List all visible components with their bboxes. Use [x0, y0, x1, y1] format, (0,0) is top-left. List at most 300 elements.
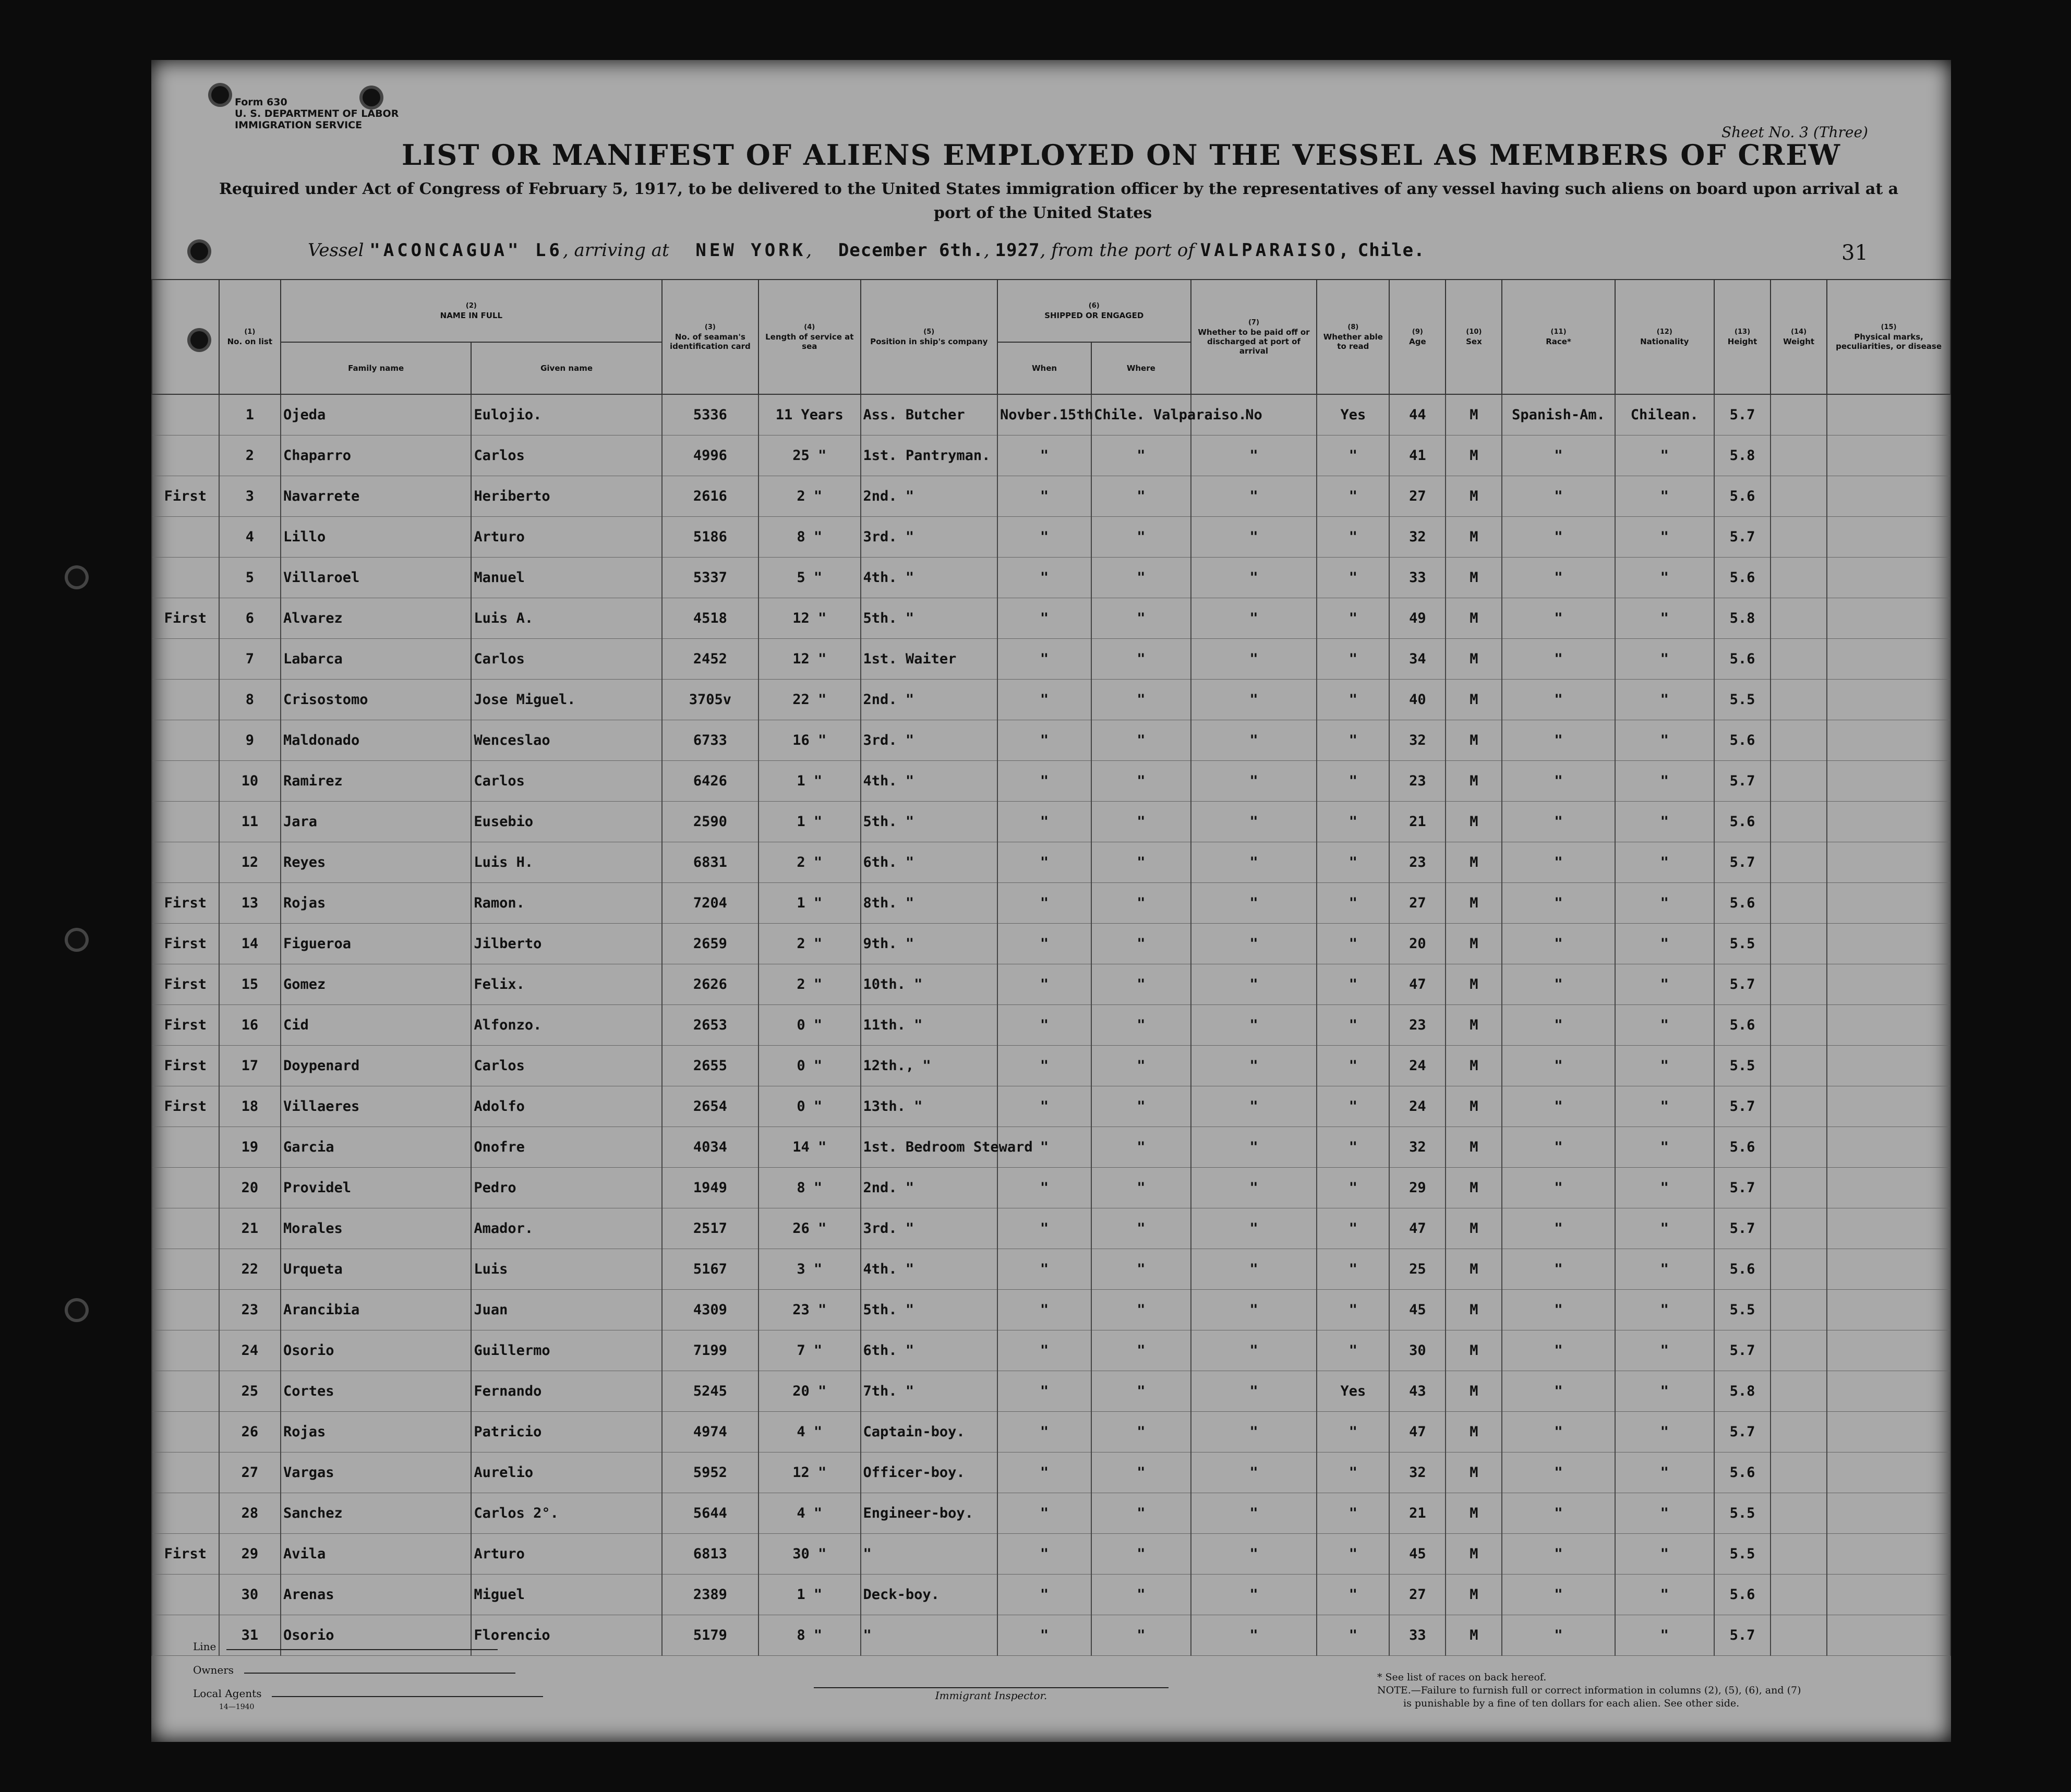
cell-sex: M [1446, 517, 1502, 558]
cell-sex: M [1446, 924, 1502, 964]
cell-height: 5.7 [1714, 1615, 1771, 1656]
cell-weight [1771, 1127, 1827, 1168]
cell-mark [152, 394, 219, 435]
cell-service: 8 " [758, 517, 861, 558]
cell-where: " [1091, 1330, 1190, 1371]
cell-read: " [1317, 1452, 1389, 1493]
cell-weight [1771, 1534, 1827, 1575]
cell-position: 10th. " [861, 964, 997, 1005]
cell-paid: " [1191, 598, 1317, 639]
cell-when: " [997, 1249, 1091, 1290]
cell-height: 5.6 [1714, 1249, 1771, 1290]
cell-height: 5.7 [1714, 964, 1771, 1005]
cell-nat: " [1615, 1168, 1714, 1208]
cell-paid: No [1191, 394, 1317, 435]
cell-family: Rojas [281, 1412, 471, 1452]
cell-read: " [1317, 1534, 1389, 1575]
cell-race: " [1502, 1168, 1615, 1208]
cell-age: 27 [1389, 1575, 1446, 1615]
cell-height: 5.6 [1714, 802, 1771, 842]
cell-paid: " [1191, 1412, 1317, 1452]
cell-age: 23 [1389, 842, 1446, 883]
cell-when: " [997, 476, 1091, 517]
cell-sex: M [1446, 720, 1502, 761]
cell-when: " [997, 1615, 1091, 1656]
cell-nat: " [1615, 883, 1714, 924]
cell-weight [1771, 842, 1827, 883]
cell-height: 5.5 [1714, 1046, 1771, 1086]
cell-read: " [1317, 883, 1389, 924]
cell-read: " [1317, 558, 1389, 598]
cell-no: 22 [219, 1249, 281, 1290]
cell-weight [1771, 1452, 1827, 1493]
cell-marks [1827, 1127, 1950, 1168]
cell-position: 8th. " [861, 883, 997, 924]
cell-when: " [997, 924, 1091, 964]
cell-no: 29 [219, 1534, 281, 1575]
cell-nat: " [1615, 1534, 1714, 1575]
cell-mark [152, 1290, 219, 1330]
cell-sex: M [1446, 476, 1502, 517]
cell-height: 5.5 [1714, 1534, 1771, 1575]
cell-service: 23 " [758, 1290, 861, 1330]
footer-agents: Local Agents [193, 1687, 543, 1700]
cell-nat: " [1615, 517, 1714, 558]
cell-sex: M [1446, 435, 1502, 476]
cell-mark [152, 1168, 219, 1208]
cell-where: " [1091, 639, 1190, 680]
cell-mark: First [152, 598, 219, 639]
cell-height: 5.7 [1714, 1168, 1771, 1208]
cell-paid: " [1191, 720, 1317, 761]
cell-weight [1771, 435, 1827, 476]
cell-service: 20 " [758, 1371, 861, 1412]
cell-race: " [1502, 1249, 1615, 1290]
subtitle-line-2: port of the United States [934, 204, 1152, 222]
cell-family: Ojeda [281, 394, 471, 435]
cell-age: 23 [1389, 761, 1446, 802]
cell-given: Ramon. [471, 883, 661, 924]
cell-weight [1771, 1086, 1827, 1127]
cell-card: 5167 [662, 1249, 758, 1290]
cell-family: Villaroel [281, 558, 471, 598]
footnote-races: * See list of races on back hereof. [1377, 1672, 1547, 1683]
cell-sex: M [1446, 1371, 1502, 1412]
cell-where: " [1091, 476, 1190, 517]
cell-race: " [1502, 802, 1615, 842]
cell-height: 5.6 [1714, 1452, 1771, 1493]
cell-position: 4th. " [861, 558, 997, 598]
cell-card: 2654 [662, 1086, 758, 1127]
cell-race: " [1502, 1290, 1615, 1330]
cell-height: 5.7 [1714, 761, 1771, 802]
table-row [152, 1493, 1950, 1534]
cell-marks [1827, 1249, 1950, 1290]
table-row [152, 1575, 1950, 1615]
cell-marks [1827, 1208, 1950, 1249]
cell-position: 3rd. " [861, 1208, 997, 1249]
cell-given: Carlos [471, 639, 661, 680]
cell-position: 4th. " [861, 761, 997, 802]
cell-when: " [997, 1534, 1091, 1575]
cell-race: " [1502, 435, 1615, 476]
cell-where: " [1091, 435, 1190, 476]
cell-given: Fernando [471, 1371, 661, 1412]
cell-no: 28 [219, 1493, 281, 1534]
cell-nat: " [1615, 1005, 1714, 1046]
cell-nat: " [1615, 761, 1714, 802]
cell-family: Urqueta [281, 1249, 471, 1290]
cell-card: 6426 [662, 761, 758, 802]
col-sex-header: (10) Sex [1446, 280, 1502, 394]
cell-sex: M [1446, 598, 1502, 639]
cell-family: Rojas [281, 883, 471, 924]
departure-port: VALPARAISO, [1200, 240, 1352, 261]
cell-read: " [1317, 517, 1389, 558]
cell-read: " [1317, 1086, 1389, 1127]
cell-card: 2590 [662, 802, 758, 842]
cell-weight [1771, 1249, 1827, 1290]
cell-given: Miguel [471, 1575, 661, 1615]
cell-family: Reyes [281, 842, 471, 883]
vessel-line: Vessel "ACONCAGUA" L6, arriving at NEW YORK, December 6th., 1927, from the port of VALPARAISO, Chile. [308, 240, 1425, 261]
cell-height: 5.6 [1714, 1005, 1771, 1046]
col-no-header: (1) No. on list [219, 280, 281, 394]
cell-when: " [997, 1290, 1091, 1330]
cell-service: 16 " [758, 720, 861, 761]
cell-given: Juan [471, 1290, 661, 1330]
cell-height: 5.8 [1714, 435, 1771, 476]
cell-age: 47 [1389, 1208, 1446, 1249]
cell-read: Yes [1317, 394, 1389, 435]
cell-race: " [1502, 1127, 1615, 1168]
cell-given: Jose Miguel. [471, 680, 661, 720]
cell-sex: M [1446, 558, 1502, 598]
cell-service: 8 " [758, 1168, 861, 1208]
cell-marks [1827, 517, 1950, 558]
cell-card: 5336 [662, 394, 758, 435]
cell-read: " [1317, 1208, 1389, 1249]
cell-paid: " [1191, 1127, 1317, 1168]
cell-mark [152, 761, 219, 802]
cell-marks [1827, 761, 1950, 802]
cell-race: " [1502, 639, 1615, 680]
cell-nat: " [1615, 802, 1714, 842]
cell-race: " [1502, 720, 1615, 761]
cell-card: 2655 [662, 1046, 758, 1086]
cell-weight [1771, 639, 1827, 680]
cell-marks [1827, 924, 1950, 964]
cell-nat: Chilean. [1615, 394, 1714, 435]
cell-read: " [1317, 1046, 1389, 1086]
cell-nat: " [1615, 639, 1714, 680]
cell-when: " [997, 1330, 1091, 1371]
cell-where: " [1091, 517, 1190, 558]
cell-nat: " [1615, 1330, 1714, 1371]
cell-nat: " [1615, 1493, 1714, 1534]
col-name-header: (2) NAME IN FULL [281, 280, 662, 342]
cell-marks [1827, 1493, 1950, 1534]
punch-hole [68, 568, 86, 586]
cell-height: 5.6 [1714, 1575, 1771, 1615]
cell-mark [152, 1208, 219, 1249]
cell-position: 4th. " [861, 1249, 997, 1290]
cell-family: Providel [281, 1168, 471, 1208]
cell-read: " [1317, 639, 1389, 680]
manifest-sheet [151, 60, 1951, 1742]
cell-read: " [1317, 1412, 1389, 1452]
cell-family: Osorio [281, 1330, 471, 1371]
cell-where: " [1091, 558, 1190, 598]
cell-nat: " [1615, 680, 1714, 720]
cell-family: Maldonado [281, 720, 471, 761]
col-marks-header: (15) Physical marks, peculiarities, or disease [1827, 280, 1950, 394]
cell-mark: First [152, 1534, 219, 1575]
cell-marks [1827, 1371, 1950, 1412]
cell-paid: " [1191, 883, 1317, 924]
cell-sex: M [1446, 1615, 1502, 1656]
table-row [152, 1046, 1950, 1086]
cell-sex: M [1446, 1534, 1502, 1575]
cell-card: 4309 [662, 1290, 758, 1330]
cell-weight [1771, 1208, 1827, 1249]
cell-family: Jara [281, 802, 471, 842]
cell-nat: " [1615, 1290, 1714, 1330]
footer-line: Line [193, 1640, 498, 1653]
cell-age: 47 [1389, 1412, 1446, 1452]
cell-paid: " [1191, 761, 1317, 802]
cell-when: " [997, 1046, 1091, 1086]
cell-paid: " [1191, 1575, 1317, 1615]
cell-paid: " [1191, 1086, 1317, 1127]
cell-race: " [1502, 1575, 1615, 1615]
table-row [152, 964, 1950, 1005]
cell-paid: " [1191, 1452, 1317, 1493]
cell-age: 32 [1389, 517, 1446, 558]
cell-race: " [1502, 1534, 1615, 1575]
cell-position: 3rd. " [861, 720, 997, 761]
cell-weight [1771, 720, 1827, 761]
cell-family: Labarca [281, 639, 471, 680]
cell-age: 45 [1389, 1290, 1446, 1330]
cell-height: 5.8 [1714, 598, 1771, 639]
cell-sex: M [1446, 1249, 1502, 1290]
table-row [152, 924, 1950, 964]
table-row [152, 1249, 1950, 1290]
cell-family: Chaparro [281, 435, 471, 476]
cell-nat: " [1615, 1208, 1714, 1249]
cell-age: 32 [1389, 1127, 1446, 1168]
cell-marks [1827, 1575, 1950, 1615]
cell-paid: " [1191, 964, 1317, 1005]
cell-marks [1827, 720, 1950, 761]
cell-where: " [1091, 1615, 1190, 1656]
cell-family: Morales [281, 1208, 471, 1249]
cell-where: Chile. Valparaiso. [1091, 394, 1190, 435]
cell-service: 1 " [758, 1575, 861, 1615]
vessel-name: "ACONCAGUA" L6 [369, 240, 563, 261]
col-family-header: Family name [281, 342, 471, 394]
cell-read: " [1317, 1249, 1389, 1290]
cell-marks [1827, 680, 1950, 720]
cell-sex: M [1446, 883, 1502, 924]
cell-mark: First [152, 924, 219, 964]
cell-where: " [1091, 680, 1190, 720]
footer-owners: Owners [193, 1664, 515, 1676]
cell-race: " [1502, 476, 1615, 517]
cell-sex: M [1446, 1493, 1502, 1534]
cell-nat: " [1615, 476, 1714, 517]
cell-no: 18 [219, 1086, 281, 1127]
cell-weight [1771, 1330, 1827, 1371]
cell-card: 4974 [662, 1412, 758, 1452]
sheet-number: Sheet No. 3 (Three) [1721, 124, 1868, 141]
cell-height: 5.7 [1714, 394, 1771, 435]
cell-weight [1771, 802, 1827, 842]
cell-where: " [1091, 761, 1190, 802]
cell-age: 45 [1389, 1534, 1446, 1575]
cell-age: 23 [1389, 1005, 1446, 1046]
cell-when: " [997, 1575, 1091, 1615]
cell-race: " [1502, 1330, 1615, 1371]
cell-given: Wenceslao [471, 720, 661, 761]
cell-age: 32 [1389, 1452, 1446, 1493]
table-row [152, 1127, 1950, 1168]
cell-paid: " [1191, 1290, 1317, 1330]
cell-where: " [1091, 1412, 1190, 1452]
cell-nat: " [1615, 1249, 1714, 1290]
cell-age: 34 [1389, 639, 1446, 680]
cell-marks [1827, 842, 1950, 883]
cell-where: " [1091, 802, 1190, 842]
col-weight-header: (14) Weight [1771, 280, 1827, 394]
cell-weight [1771, 924, 1827, 964]
cell-sex: M [1446, 394, 1502, 435]
cell-age: 49 [1389, 598, 1446, 639]
page-title: LIST OR MANIFEST OF ALIENS EMPLOYED ON THE VESSEL AS MEMBERS OF CREW [402, 138, 1841, 172]
subtitle-line-1: Required under Act of Congress of February 5, 1917, to be delivered to the United States immigration officer by the representatives of any vessel having such aliens on board upon arrival at a [219, 180, 1899, 198]
cell-card: 4518 [662, 598, 758, 639]
cell-paid: " [1191, 802, 1317, 842]
cell-given: Heriberto [471, 476, 661, 517]
cell-position: Deck-boy. [861, 1575, 997, 1615]
cell-family: Arancibia [281, 1290, 471, 1330]
cell-family: Avila [281, 1534, 471, 1575]
cell-no: 14 [219, 924, 281, 964]
table-row [152, 1168, 1950, 1208]
table-row [152, 1290, 1950, 1330]
cell-service: 12 " [758, 1452, 861, 1493]
cell-where: " [1091, 1371, 1190, 1412]
cell-race: " [1502, 924, 1615, 964]
cell-mark [152, 435, 219, 476]
cell-position: 5th. " [861, 802, 997, 842]
cell-position: 2nd. " [861, 1168, 997, 1208]
cell-mark [152, 680, 219, 720]
cell-when: " [997, 639, 1091, 680]
form-id: Form 630 U. S. DEPARTMENT OF LABOR IMMIGRATION SERVICE [235, 96, 399, 131]
cell-mark [152, 720, 219, 761]
cell-paid: " [1191, 1493, 1317, 1534]
cell-where: " [1091, 1086, 1190, 1127]
cell-paid: " [1191, 1330, 1317, 1371]
cell-weight [1771, 1371, 1827, 1412]
table-row [152, 435, 1950, 476]
cell-where: " [1091, 598, 1190, 639]
col-when-header: When [997, 342, 1091, 394]
cell-service: 2 " [758, 924, 861, 964]
punch-hole [190, 243, 208, 260]
cell-read: " [1317, 476, 1389, 517]
cell-weight [1771, 883, 1827, 924]
cell-no: 23 [219, 1290, 281, 1330]
cell-marks [1827, 558, 1950, 598]
cell-nat: " [1615, 1046, 1714, 1086]
cell-given: Jilberto [471, 924, 661, 964]
cell-age: 30 [1389, 1330, 1446, 1371]
cell-race: " [1502, 842, 1615, 883]
cell-sex: M [1446, 802, 1502, 842]
cell-marks [1827, 394, 1950, 435]
cell-read: " [1317, 924, 1389, 964]
cell-service: 5 " [758, 558, 861, 598]
cell-marks [1827, 476, 1950, 517]
cell-height: 5.7 [1714, 1330, 1771, 1371]
cell-paid: " [1191, 680, 1317, 720]
table-row [152, 842, 1950, 883]
cell-age: 33 [1389, 1615, 1446, 1656]
cell-marks [1827, 435, 1950, 476]
cell-nat: " [1615, 924, 1714, 964]
cell-card: 2389 [662, 1575, 758, 1615]
cell-service: 4 " [758, 1493, 861, 1534]
cell-card: 6831 [662, 842, 758, 883]
cell-marks [1827, 883, 1950, 924]
cell-read: " [1317, 435, 1389, 476]
cell-race: " [1502, 1086, 1615, 1127]
cell-mark [152, 1371, 219, 1412]
cell-age: 29 [1389, 1168, 1446, 1208]
cell-nat: " [1615, 1615, 1714, 1656]
cell-age: 41 [1389, 435, 1446, 476]
cell-read: " [1317, 1005, 1389, 1046]
cell-when: " [997, 1208, 1091, 1249]
cell-position: 2nd. " [861, 476, 997, 517]
cell-mark: First [152, 1086, 219, 1127]
cell-no: 3 [219, 476, 281, 517]
cell-service: 11 Years [758, 394, 861, 435]
cell-service: 0 " [758, 1046, 861, 1086]
cell-service: 2 " [758, 842, 861, 883]
cell-family: Garcia [281, 1127, 471, 1168]
cell-age: 40 [1389, 680, 1446, 720]
crew-table [151, 279, 1951, 1656]
col-where-header: Where [1091, 342, 1190, 394]
cell-position: 5th. " [861, 598, 997, 639]
cell-nat: " [1615, 842, 1714, 883]
cell-sex: M [1446, 761, 1502, 802]
cell-weight [1771, 761, 1827, 802]
cell-card: 7204 [662, 883, 758, 924]
cell-position: 1st. Waiter [861, 639, 997, 680]
cell-when: " [997, 842, 1091, 883]
cell-sex: M [1446, 1330, 1502, 1371]
cell-race: " [1502, 598, 1615, 639]
cell-height: 5.6 [1714, 476, 1771, 517]
cell-given: Felix. [471, 964, 661, 1005]
cell-weight [1771, 517, 1827, 558]
cell-weight [1771, 476, 1827, 517]
